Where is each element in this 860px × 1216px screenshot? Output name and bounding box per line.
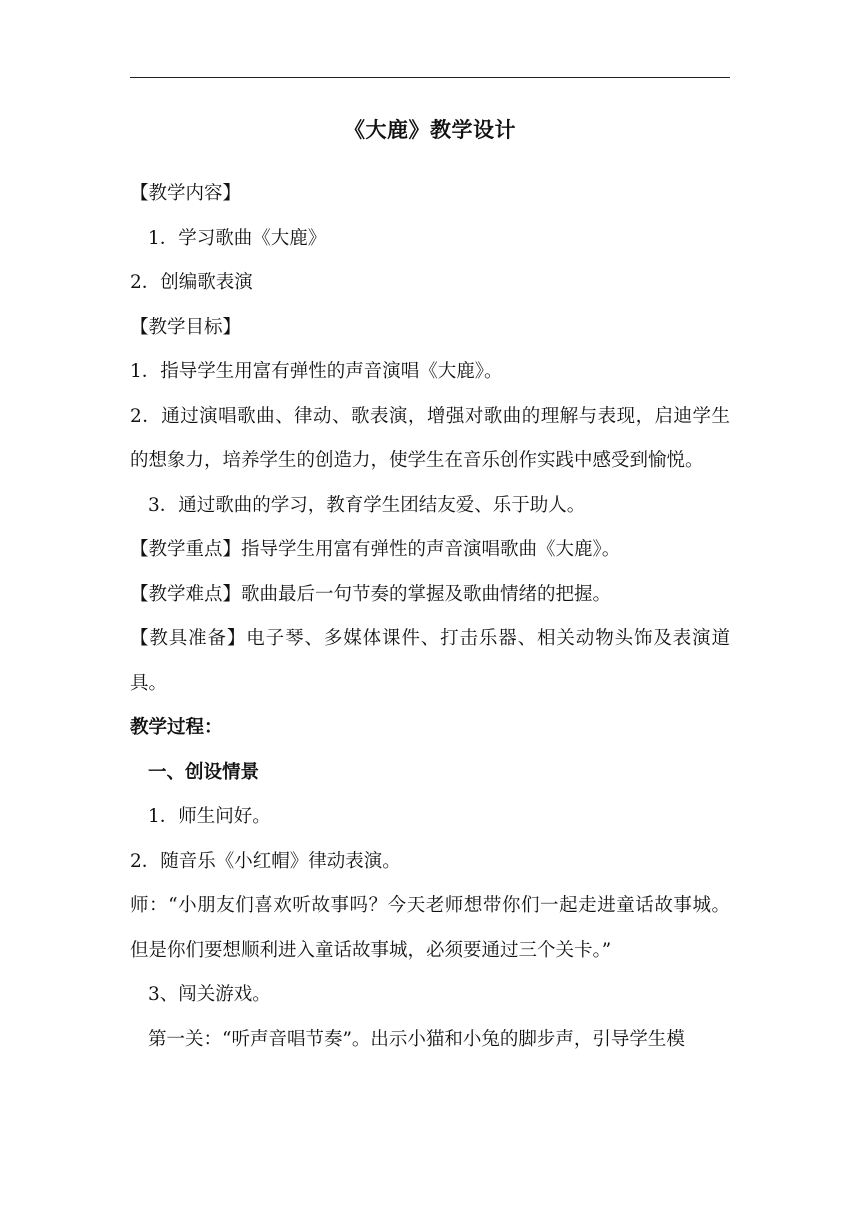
goal-item: 2．通过演唱歌曲、律动、歌表演，增强对歌曲的理解与表现，启迪学生的想象力，培养学生的创造力，使学生在音乐创作实践中感受到愉悦。: [130, 405, 730, 471]
process-item: 1．师生问好。: [148, 806, 271, 827]
equipment: 【教具准备】电子琴、多媒体课件、打击乐器、相关动物头饰及表演道具。: [130, 628, 730, 694]
process-item: 3、闯关游戏。: [148, 984, 271, 1005]
goal-item: 1．指导学生用富有弹性的声音演唱《大鹿》。: [130, 361, 503, 382]
goal-item: 3．通过歌曲的学习，教育学生团结友爱、乐于助人。: [148, 494, 586, 516]
process-heading: 教学过程：: [130, 717, 223, 738]
content-item: 1．学习歌曲《大鹿》: [148, 227, 327, 249]
process-item: 第一关：“听声音唱节奏”。出示小猫和小兔的脚步声，引导学生模: [148, 1028, 685, 1050]
header-rule: [130, 77, 730, 78]
content-heading: 【教学内容】: [130, 183, 242, 204]
content-item: 2．创编歌表演: [130, 272, 253, 293]
goals-heading: 【教学目标】: [130, 316, 242, 338]
document-body: [130, 172, 730, 1062]
key-point: 【教学重点】指导学生用富有弹性的声音演唱歌曲《大鹿》。: [130, 539, 621, 560]
section-heading: 一、创设情景: [148, 761, 260, 783]
process-item: 师：“小朋友们喜欢听故事吗？今天老师想带你们一起走进童话故事城。但是你们要想顺利进入童话故事城，必须要通过三个关卡。”: [130, 895, 730, 961]
document-title: 《大鹿》教学设计: [344, 118, 516, 142]
difficulty: 【教学难点】歌曲最后一句节奏的掌握及歌曲情绪的把握。: [130, 583, 612, 605]
process-item: 2．随音乐《小红帽》律动表演。: [130, 850, 401, 872]
